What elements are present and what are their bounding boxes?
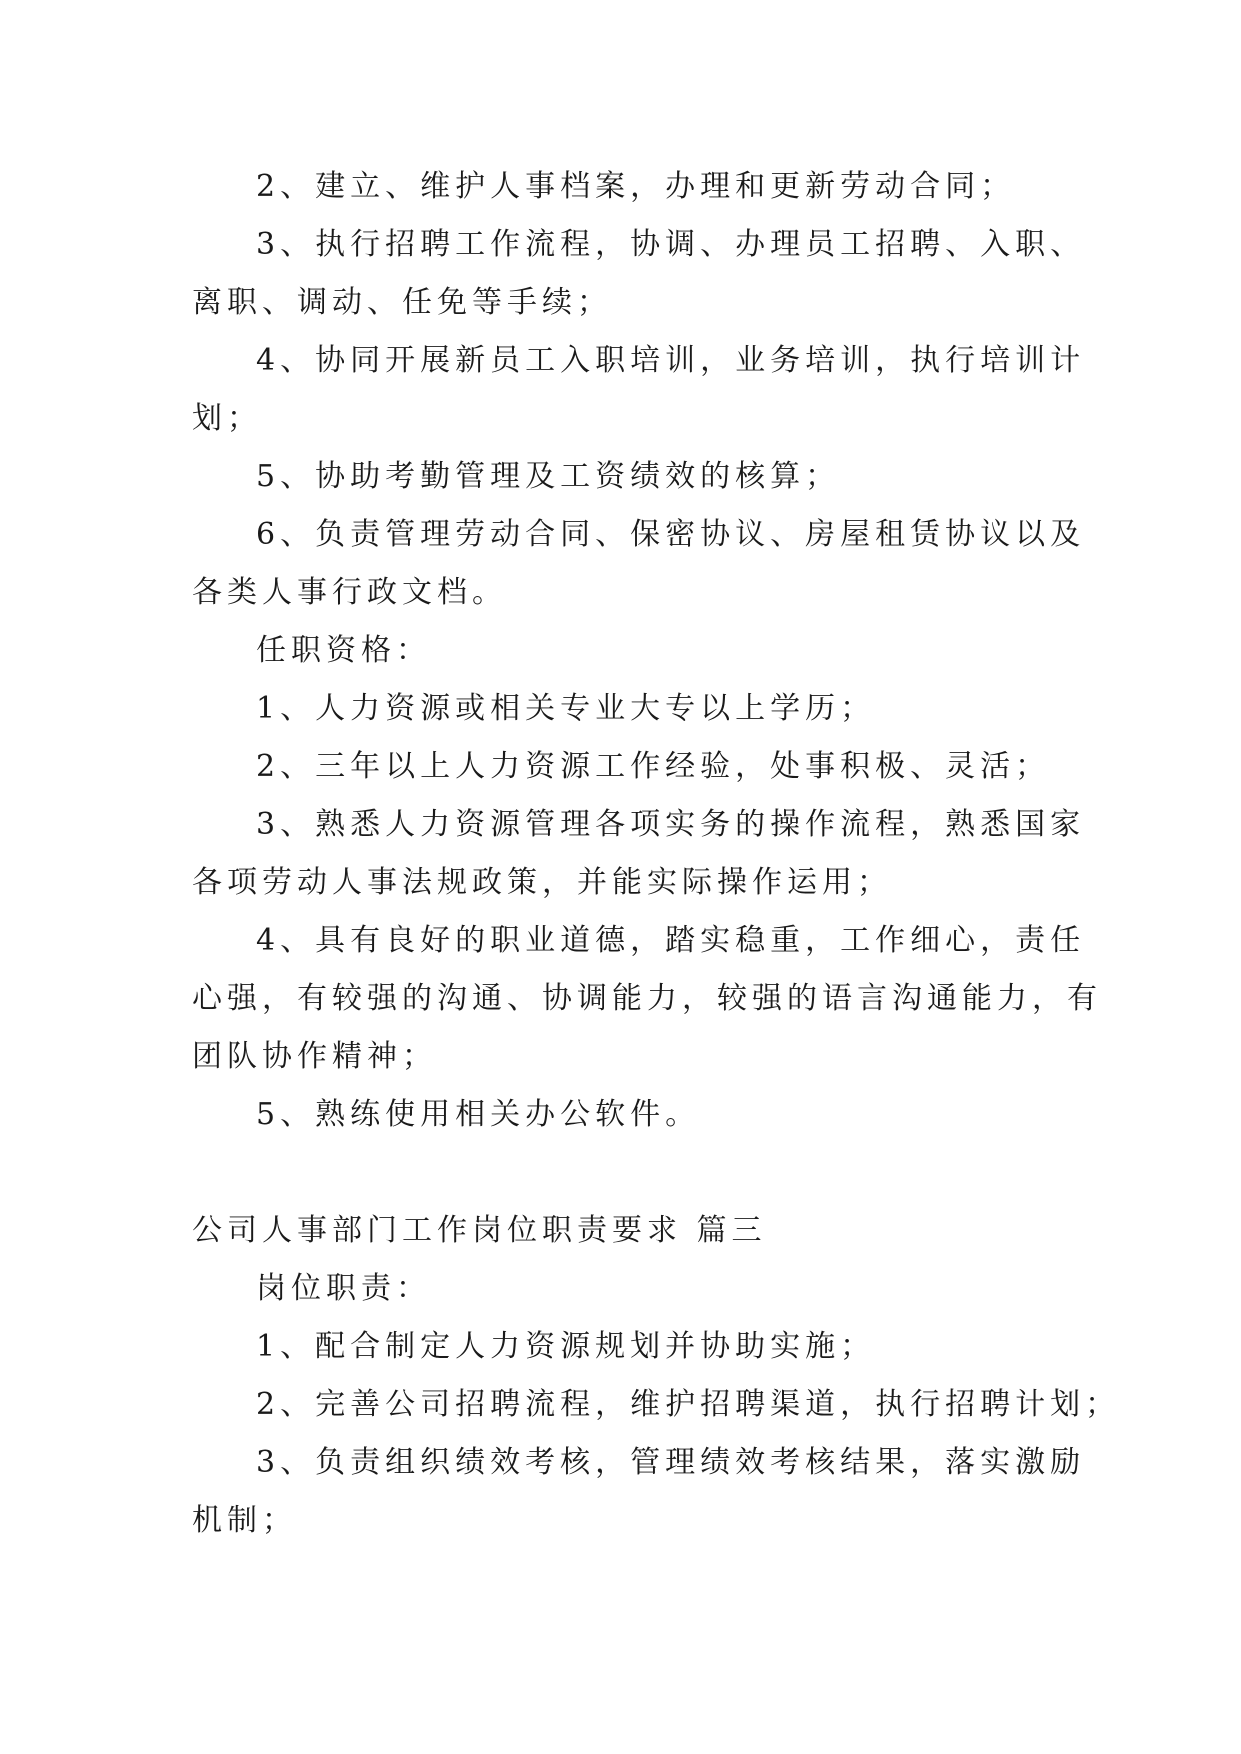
body-line: 各项劳动人事法规政策，并能实际操作运用； <box>192 865 892 900</box>
body-line: 4、协同开展新员工入职培训，业务培训，执行培训计 <box>256 343 1086 378</box>
body-line: 3、负责组织绩效考核，管理绩效考核结果，落实激励 <box>256 1445 1086 1480</box>
body-line: 2、建立、维护人事档案，办理和更新劳动合同； <box>256 169 1016 204</box>
body-line: 2、三年以上人力资源工作经验，处事积极、灵活； <box>256 749 1051 784</box>
body-line: 1、人力资源或相关专业大专以上学历； <box>256 691 876 726</box>
body-line: 4、具有良好的职业道德，踏实稳重，工作细心，责任 <box>256 923 1086 958</box>
body-line: 5、熟练使用相关办公软件。 <box>256 1097 701 1132</box>
body-line: 离职、调动、任免等手续； <box>192 285 612 320</box>
article-title: 公司人事部门工作岗位职责要求 篇三 <box>192 1213 767 1248</box>
blank-line <box>192 1144 1058 1202</box>
body-line: 机制； <box>192 1503 297 1538</box>
document-body <box>192 158 1121 1550</box>
body-line: 6、负责管理劳动合同、保密协议、房屋租赁协议以及 <box>256 517 1086 552</box>
body-line: 3、熟悉人力资源管理各项实务的操作流程，熟悉国家 <box>256 807 1086 842</box>
body-line: 团队协作精神； <box>192 1039 437 1074</box>
section-heading: 岗位职责： <box>256 1271 431 1306</box>
body-line: 各类人事行政文档。 <box>192 575 507 610</box>
body-line: 1、配合制定人力资源规划并协助实施； <box>256 1329 876 1364</box>
body-line: 3、执行招聘工作流程，协调、办理员工招聘、入职、 <box>256 227 1086 262</box>
body-line: 2、完善公司招聘流程，维护招聘渠道，执行招聘计划； <box>256 1387 1121 1422</box>
body-line: 划； <box>192 401 262 436</box>
body-line: 心强，有较强的沟通、协调能力，较强的语言沟通能力，有 <box>192 981 1102 1016</box>
section-heading: 任职资格： <box>256 633 431 668</box>
body-line: 5、协助考勤管理及工资绩效的核算； <box>256 459 841 494</box>
